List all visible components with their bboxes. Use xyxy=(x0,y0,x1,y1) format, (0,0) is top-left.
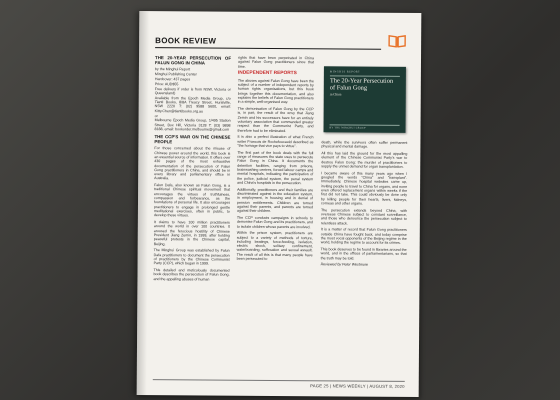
book-details xyxy=(155,67,231,132)
page-footer: PAGE 25 | NEWS WEEKLY | AUGUST 8, 2020 xyxy=(310,383,405,389)
column-2-intro: rights that have been perpetrated in China against Falun Gong practitioners since that time. xyxy=(237,55,315,69)
cover-rule-bottom xyxy=(330,124,400,125)
paragraph: Melbourne Epoch Media Group, 1/495 Station Street, Box Hill, Victoria 3128 T: (03) 9898 8188, email: bookorder.melbourne@gmail.com xyxy=(154,118,231,132)
column-2-body xyxy=(237,79,314,262)
paragraph: Additionally, practitioners and their families are discriminated against in the education system, in employment, in housing and in denial of pension entitlements. Children are turned against their parents, and parents are turned against their children. xyxy=(236,187,314,214)
column-1-body xyxy=(153,146,230,281)
cover-rule-top xyxy=(330,75,400,76)
magazine-page xyxy=(137,11,422,397)
paragraph: Hardcover: 437 pages xyxy=(154,76,191,82)
paragraph: I became aware of this many years ago when I googled the words "China" and "transplant". Immediately, Chinese hospital websites came up, inviting people to travel to China for organs, and none even offered replacement organs within weeks if the first did not take. This could obviously be done only by killing people for their hearts, livers, kidneys, corneas and other organs. xyxy=(320,171,408,206)
paragraph: The demonisation of Falun Gong by the CCP is, in part, the result of the envy that Jiang Zemin and his successors have for an entirely voluntary association that commanded greater respect than the Communist Party, and therefore had to be eliminated. xyxy=(237,106,314,133)
cover-title: The 20-Year Persecution of Falun Gong xyxy=(329,77,394,92)
column-1 xyxy=(153,55,231,284)
page-header xyxy=(155,33,407,53)
paragraph: The abuses against Falun Gong have been the subject of a number of independent reports by human rights organisations, but this book brings together this documentation, and also explains the beliefs of Falun Gong practitioners in a simple, well-organised way. xyxy=(237,78,314,105)
paragraph: This detailed and meticulously documented book describes the persecution of Falun Gong, and the appalling abuses of human xyxy=(153,268,230,282)
paragraph: It is also a perfect illustration of what French writer Francois de Rochefoucauld described as "the homage that vice pays to virtue". xyxy=(237,135,314,149)
header-rule xyxy=(155,47,381,50)
subhead-independent-reports: INDEPENDENT REPORTS xyxy=(237,71,297,77)
column-2 xyxy=(237,56,314,264)
paragraph: The Minghui Group was established by Falun Dafa practitioners to document the persecution of practitioners by the Chinese Communist Party (CCP), which began in 1999. xyxy=(153,248,230,266)
paragraph: or xyxy=(154,113,158,118)
paragraph: The CCP conducts campaigns in schools to demonise Falun Gong and its practitioners, and to isolate children whose parents are involved. xyxy=(236,215,313,229)
paragraph: Available from the Epoch Media Group, c/o Tianti Books, 8/8A Treacy Street, Hurstville, NSW 2220 T: (02) 9588 5600, email: Kitty.Chen@tiantibooks.org.au xyxy=(154,95,231,114)
cover-subtitle: in China xyxy=(329,92,342,97)
paragraph: death, while the survivors often suffer permanent physical and mental damage. xyxy=(321,140,408,149)
cover-author: BY THE MINGHUI GROUP xyxy=(329,126,366,130)
book-cover-image xyxy=(324,66,406,133)
open-book-icon xyxy=(387,33,407,49)
paragraph: For those concerned about the misuse of Chinese power around the world, this book is an essential source of information. It offers over 430 pages of the most exhaustive documentation of the persecution of Falun Gong practitioners in China, and should be in every library and parliamentary office in Australia. xyxy=(154,146,231,181)
paragraph: Falun Dafa, also known as Falun Gong, is a traditional Chinese spiritual movement that encourages the virtues of truthfulness, compassion and forbearance, as the foundations of personal life. It also encourages practitioners to engage in prolonged gentle meditational exercises, often in public, to develop these virtues. xyxy=(153,183,231,218)
book-heading: THE 20-YEAR PERSECUTION OF FALUN GONG IN CHINA xyxy=(154,55,232,66)
paragraph: Free delivery if order is from NSW, Victoria or Queensland) xyxy=(154,86,231,96)
column-3 xyxy=(321,140,408,270)
paragraph: Minghui Publishing Center xyxy=(154,72,197,77)
paragraph: All this has laid the ground for the most appalling element of the Chinese Communist Party's war to destroy Falun Gong: the murder of practitioners to supply the unmet demand for organ transplantation. xyxy=(321,151,408,169)
column-3-body xyxy=(321,140,408,261)
reviewer-byline: Reviewed by Peter Westmore xyxy=(320,262,369,268)
paragraph: Within the prison system, practitioners are subject to a variety of methods of torture, including beatings, force-feeding, isolation, electric shock, solitary confinement, waterboarding, suffocation and sexual assault. The result of all this is that many people have been persecuted to xyxy=(236,231,313,261)
subhead-ccp-war: THE CCP'S WAR ON THE CHINESE PEOPLE xyxy=(154,134,231,145)
section-title: BOOK REVIEW xyxy=(155,36,217,46)
paragraph: It is a matter of record that Falun Gong practitioners outside China have fought back, and today comprise the most vocal opponents of the Beijing regime in the world, holding the regime to account for its crimes. xyxy=(320,227,407,246)
paragraph: The persecution extends beyond China, with overseas Chinese subject to constant surveillance, and those who denounce the persecution subject to relentless attack. xyxy=(320,207,407,226)
paragraph: It claims to have 100 million practitioners around the world in over 100 countries. It aroused the ferocious hostility of Chinese President Jiang Zemin, in 1999, after holding peaceful protests in the Chinese capital, Beijing. xyxy=(153,220,230,246)
cover-top-text: MINGHUI REPORT xyxy=(329,70,361,74)
paragraph: by the Minghui Report xyxy=(154,67,191,72)
paragraph: This book deserves to be found in libraries around the world, and in the offices of parliamentarians, so that the truth may be told. xyxy=(320,247,407,261)
paragraph: The first part of the book deals with the full range of measures the state uses to persecute Falun Gong in China. It documents the detention facilities, ranging from prisons, brainwashing centres, forced labour camps and mental hospitals, indicating the participation of the police, judicial system, the penal system and China's hospitals in the persecution. xyxy=(237,150,314,185)
paragraph: Price: AUD$55 xyxy=(154,81,179,86)
